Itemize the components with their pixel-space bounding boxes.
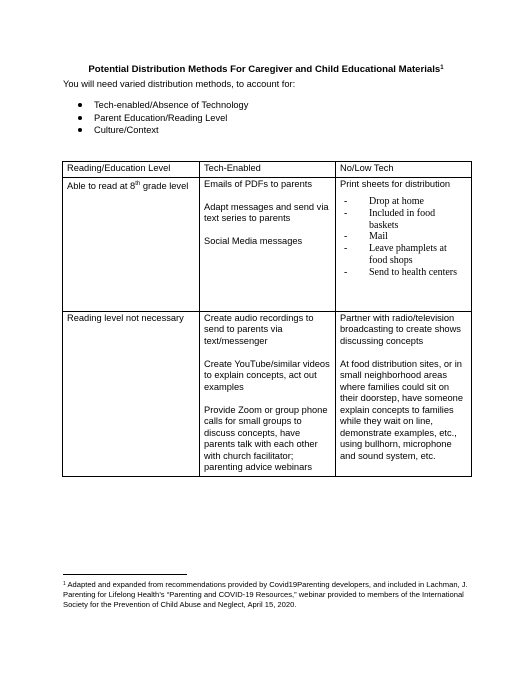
dash-marker: - [344, 196, 348, 207]
cell-tech-enabled [200, 177, 336, 311]
dash-marker: - [344, 243, 348, 255]
tech-item: Adapt messages and send via text series to parents [204, 201, 329, 223]
bullet-item [78, 124, 248, 137]
level-text-prefix: Able to read at 8 [67, 180, 136, 191]
header-reading-level: Reading/Education Level [63, 162, 200, 178]
bullet-dot-icon [78, 128, 82, 132]
bullet-item [78, 112, 248, 125]
tech-item: Provide Zoom or group phone calls for small groups to discuss concepts, have parents talk with each other with church facilitator; parenting advice webinars [204, 404, 328, 472]
header-low-tech: No/Low Tech [336, 162, 472, 178]
tech-item: Emails of PDFs to parents [204, 178, 312, 189]
footnote [63, 580, 473, 611]
header-tech-enabled: Tech-Enabled [200, 162, 336, 178]
table-row [63, 177, 472, 311]
lowtech-intro: Print sheets for distribution [340, 178, 451, 189]
list-item [340, 267, 467, 279]
list-item-text: Included in food baskets [369, 207, 436, 231]
lowtech-item: At food distribution sites, or in small neighborhood areas where families could sit on their doorstep, have someone explain concepts to families while they wait on line, demonstrate examples, etc., using bullhorn, microphone and sound system, etc. [340, 358, 464, 461]
tech-item: Social Media messages [204, 236, 303, 246]
list-item-text: Mail [369, 231, 388, 243]
table-header-row [63, 162, 472, 178]
footnote-text: Adapted and expanded from recommendations provided by Covid19Parenting developers, and included in Lachman, J. Parenting for Lifelong Health’s “Parenting and COVID-19 Resources,” webinar provided to members of the International Society for the Prevention of Child Abuse and Neglect, April 15, 2020. [63, 580, 468, 610]
page-title-text: Potential Distribution Methods For Caregiver and Child Educational Materials [88, 64, 441, 75]
bullet-item-text: Culture/Context [94, 125, 159, 136]
cell-reading-level: Reading level not necessary [63, 311, 200, 476]
dash-marker: - [344, 231, 348, 243]
dash-marker: - [344, 266, 348, 278]
list-item [340, 208, 467, 232]
cell-tech-enabled [200, 311, 336, 476]
list-item-text: Send to health centers [369, 266, 458, 278]
intro-text: You will need varied distribution methods, to account for: [63, 79, 296, 89]
footnote-divider [63, 574, 187, 575]
bullet-list [78, 99, 248, 137]
dash-marker: - [344, 207, 348, 219]
list-item [340, 243, 467, 267]
tech-item: Create YouTube/similar videos to explain concepts, act out examples [204, 358, 330, 392]
level-text-suffix: grade level [140, 180, 189, 191]
cell-low-tech [336, 311, 472, 476]
bullet-item-text: Parent Education/Reading Level [94, 112, 228, 123]
bullet-item-text: Tech-enabled/Absence of Technology [94, 100, 249, 110]
distribution-table [62, 161, 472, 477]
list-item [340, 196, 467, 208]
list-item-text: Drop at home [369, 196, 424, 207]
level-superscript: th [135, 180, 141, 187]
title-footnote-mark: 1 [440, 65, 444, 71]
footnote-mark: 1 [63, 581, 66, 587]
cell-reading-level [63, 177, 200, 311]
lowtech-list [340, 196, 467, 279]
page-title [0, 64, 532, 76]
table-row [63, 311, 472, 476]
list-item [340, 231, 467, 243]
list-item-text: Leave phamplets at food shops [369, 243, 447, 266]
tech-item: Create audio recordings to send to parents via text/messenger [204, 312, 314, 346]
bullet-dot-icon [78, 103, 82, 107]
cell-low-tech [336, 177, 472, 311]
bullet-dot-icon [78, 116, 82, 120]
bullet-item [78, 99, 248, 112]
lowtech-item: Partner with radio/television broadcasting to create shows discussing concepts [340, 312, 461, 346]
